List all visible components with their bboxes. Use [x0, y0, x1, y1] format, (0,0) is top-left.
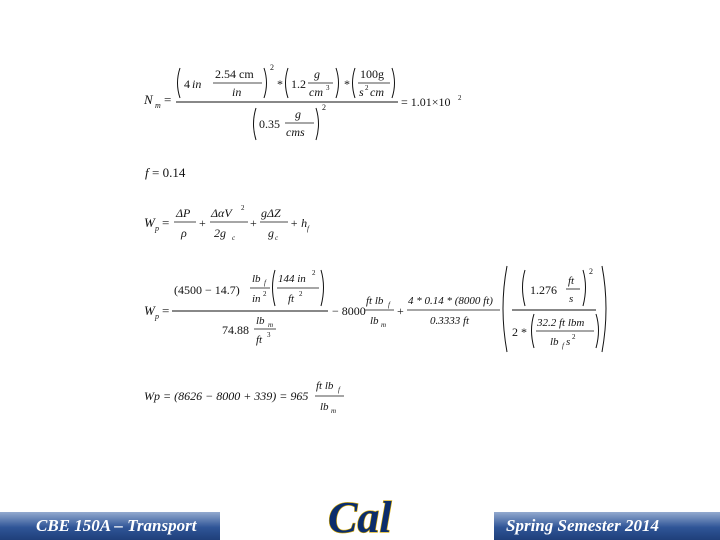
wp-c-num: gΔZ: [261, 206, 281, 220]
footer-course-title: CBE 150A – Transport: [0, 512, 220, 540]
wpn-p-open: (4500 − 14.7): [174, 283, 240, 297]
nm-t1-coef: 4: [184, 77, 190, 91]
wpn-p-den1: in: [252, 293, 261, 305]
wpn-g-den-tail: s: [566, 336, 571, 348]
wp-plus3-sub: f: [307, 225, 309, 233]
wpn-p-num1: lb: [252, 273, 261, 285]
wpr-den: lb: [320, 401, 329, 413]
paren-open: [273, 270, 276, 306]
wpn-v-exp: 2: [589, 267, 593, 276]
nm-t1-den: in: [232, 85, 242, 99]
nm-t2-den-exp: 3: [326, 84, 330, 92]
wpn-v-coef: 1.276: [530, 283, 557, 297]
paren-open: [523, 270, 526, 306]
nm-equals: =: [164, 92, 172, 107]
wpr-den-sub: m: [331, 407, 337, 415]
nm-d-den: cms: [286, 125, 305, 139]
nm-result-exp: 2: [458, 94, 462, 102]
f-equation: [140, 162, 220, 184]
wpn-h-den: 0.3333 ft: [430, 315, 470, 327]
nm-t1-num: 2.54 cm: [215, 67, 254, 81]
nm-star2: *: [344, 77, 350, 91]
wpn-p-den-den: ft: [256, 334, 263, 346]
nm-t3-num: 100g: [360, 67, 384, 81]
nm-star1: *: [277, 77, 283, 91]
wp-result-equation: [140, 376, 360, 416]
paren-open: [254, 108, 257, 140]
wpn-p-den-num-sub: m: [268, 321, 274, 329]
wpr-num-sub: f: [338, 386, 340, 394]
paren-close: [321, 270, 324, 306]
nm-d-exp: 2: [322, 103, 326, 112]
wp-plus3: + h: [290, 216, 308, 230]
nm-t2-num: g: [314, 67, 320, 81]
nm-d-coef: 0.35: [259, 117, 280, 131]
wp-lhs-sub: p: [155, 224, 159, 233]
paren-open: [178, 68, 181, 98]
wp-equals: =: [162, 215, 170, 230]
wpn-p-den-coef: 74.88: [222, 323, 249, 337]
paren-open: [503, 266, 507, 352]
paren-close: [583, 270, 586, 306]
wp-general-equation: [140, 200, 320, 246]
wpr-num: ft lb: [316, 380, 334, 392]
wpn-minus: − 8000: [332, 304, 366, 318]
paren-close: [392, 68, 395, 98]
wpn-m-num-sub: f: [388, 301, 390, 309]
f-rhs: = 0.14: [152, 165, 186, 180]
wpn-equals: =: [162, 303, 170, 318]
wpn-h-num: 4 * 0.14 * (8000 ft): [408, 295, 493, 307]
footer-semester: Spring Semester 2014: [494, 512, 720, 540]
wpn-g-den-exp: 2: [572, 333, 576, 341]
paren-close: [316, 108, 319, 140]
wp-a-den: ρ: [181, 226, 187, 240]
nm-t3-den-tail: cm: [370, 85, 384, 99]
paren-open: [286, 68, 289, 98]
wpn-v-den: s: [569, 293, 574, 305]
cal-logo: [326, 488, 400, 540]
wp-c-den: g: [268, 226, 274, 240]
nm-t3-den: s: [359, 85, 364, 99]
nm-t2-coef: 1.2: [291, 77, 306, 91]
wpn-g-den-sub: f: [562, 342, 564, 350]
wpn-p-num2-exp: 2: [312, 269, 316, 277]
paren-close: [264, 68, 267, 98]
cal-logo-text: Cal: [328, 493, 392, 540]
paren-close: [602, 266, 606, 352]
nm-lhs-sub: m: [155, 101, 161, 110]
wp-plus1: +: [199, 216, 206, 230]
paren-open: [353, 68, 356, 98]
wpn-v-num: ft: [568, 275, 575, 287]
wpn-g-den: lb: [550, 336, 559, 348]
nm-equation: [140, 58, 470, 144]
nm-t1-exp: 2: [270, 63, 274, 72]
wpn-p-den2: ft: [288, 293, 295, 305]
wpn-g-num: 32.2 ft lbm: [537, 317, 585, 329]
nm-d-num: g: [295, 107, 301, 121]
wp-lhs: W: [144, 215, 155, 230]
wpn-p-den-num: lb: [256, 315, 265, 327]
wp-numeric-equation: [140, 262, 615, 358]
wpn-p-den1-exp: 2: [263, 290, 267, 298]
nm-t1-unit: in: [192, 77, 202, 91]
wpn-m-den-sub: m: [381, 321, 387, 329]
wpn-m-den: lb: [370, 315, 379, 327]
wp-b-den: 2g: [214, 226, 226, 240]
nm-result: = 1.01×10: [401, 95, 451, 109]
wpn-plus: +: [397, 304, 404, 318]
wpn-lhs-sub: p: [155, 312, 159, 321]
wp-b-num-exp: 2: [241, 204, 245, 212]
wp-b-num: ΔαV: [211, 206, 232, 220]
wp-a-num: ΔP: [176, 206, 191, 220]
wpn-g-coef: 2 *: [512, 325, 527, 339]
wpn-lhs: W: [144, 303, 155, 318]
paren-close: [596, 314, 599, 348]
wp-c-den-sub: c: [275, 234, 279, 242]
wpr-lhs: Wp = (8626 − 8000 + 339) = 965: [144, 389, 309, 403]
wp-plus2: +: [250, 216, 257, 230]
nm-t2-den: cm: [309, 85, 323, 99]
f-lhs: f: [145, 165, 149, 180]
paren-close: [336, 68, 339, 98]
wpn-p-den-den-exp: 3: [267, 331, 271, 339]
wpn-p-den2-exp: 2: [299, 290, 303, 298]
wpn-p-num1-sub: f: [264, 279, 266, 287]
wp-b-den-sub: c: [232, 234, 236, 242]
wpn-p-num2: 144 in: [278, 273, 306, 285]
nm-t3-den-exp: 2: [365, 84, 369, 92]
nm-lhs: N: [144, 92, 153, 107]
wpn-m-num: ft lb: [366, 295, 384, 307]
paren-open: [532, 314, 535, 348]
